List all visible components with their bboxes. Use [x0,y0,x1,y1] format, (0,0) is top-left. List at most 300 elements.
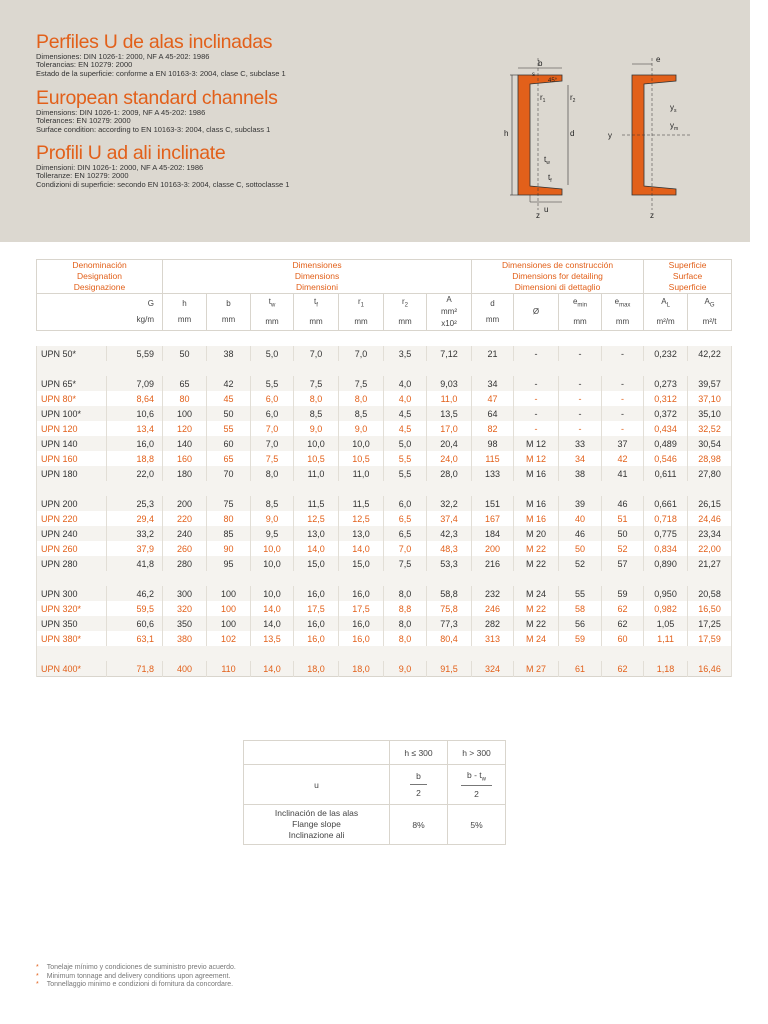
table-cell: 200 [163,496,207,511]
u-formula-a: $\frac{b}{2}$ [390,765,448,805]
table-cell: 7,5 [251,451,294,466]
profile-name: UPN 65* [37,376,107,391]
table-cell: 200 [472,541,514,556]
table-cell: 17,5 [294,601,339,616]
dim-s: s [532,72,535,78]
table-cell: 8,64 [107,391,163,406]
table-cell: 13,0 [339,526,384,541]
table-cell: 16,0 [294,616,339,631]
table-cell: 34 [559,451,602,466]
table-cell: 16,46 [688,661,732,677]
table-cell: 0,489 [644,436,688,451]
table-cell: 7,0 [384,541,427,556]
profile-name: UPN 260 [37,541,107,556]
table-row [37,556,732,571]
table-cell: 0,232 [644,346,688,361]
table-cell: 65 [163,376,207,391]
table-cell: 41,8 [107,556,163,571]
table-cell: M 22 [514,556,559,571]
dim-angle: 45° [548,78,558,84]
table-cell: 8,0 [384,586,427,601]
table-cell: 0,611 [644,466,688,481]
table-cell: 77,3 [427,616,472,631]
table-cell: 82 [472,421,514,436]
table-cell: 46,2 [107,586,163,601]
table-cell: 5,5 [251,376,294,391]
table-cell: - [514,346,559,361]
table-cell: 56 [559,616,602,631]
dim-u: u [544,205,549,214]
table-cell: 0,372 [644,406,688,421]
column-header-row [37,294,732,331]
table-cell: 47 [472,391,514,406]
flange-slope-table [243,740,506,845]
table-cell: 32,52 [688,421,732,436]
col-tw: $t_w$ mm [251,294,294,331]
spec-line: Surface condition: according to EN 10163-3: 2004, class C, subclass 1 [36,124,271,134]
table-cell: 48,3 [427,541,472,556]
table-cell: 61 [559,661,602,677]
table-cell: 25,3 [107,496,163,511]
table-cell: 5,5 [384,451,427,466]
dim-ys: $y_s$ [670,103,677,114]
table-cell: - [602,406,644,421]
table-cell: 0,661 [644,496,688,511]
table-cell: 42 [207,376,251,391]
title-es: Perfiles U de alas inclinadas [36,31,273,53]
table-row [37,466,732,481]
table-cell: - [514,406,559,421]
table-row [37,346,732,361]
table-cell: 14,0 [251,601,294,616]
table-cell: 52 [602,541,644,556]
channel-section-diagram [492,50,702,220]
profile-name: UPN 400* [37,661,107,677]
table-cell: 33,2 [107,526,163,541]
spec-line: Tolerances: EN 10279: 2000 [36,116,131,126]
slope-table-corner [244,741,390,765]
group-designation: Denominación Designation Designazione [37,260,163,294]
table-cell: 75 [207,496,251,511]
table-cell: 0,312 [644,391,688,406]
table-cell: 380 [163,631,207,646]
table-cell: 1,11 [644,631,688,646]
table-cell: 21,27 [688,556,732,571]
table-cell: 120 [163,421,207,436]
slope-col-a: h ≤ 300 [390,741,448,765]
upn-dimension-table [36,259,732,692]
table-cell: 0,775 [644,526,688,541]
table-cell: 10,0 [294,436,339,451]
u-formula-b: $\frac{b - t_w}{2}$ [448,765,506,805]
table-cell: M 27 [514,661,559,677]
table-cell: 7,0 [294,346,339,361]
table-cell: 11,0 [427,391,472,406]
col-AG: $A_G$ m²/t [688,294,732,331]
table-cell: 232 [472,586,514,601]
profile-name: UPN 160 [37,451,107,466]
table-cell: 7,0 [251,436,294,451]
col-phi: Ø [514,294,559,331]
col-b: b mm [207,294,251,331]
table-cell: - [514,391,559,406]
col-emax: $e_{max}$ mm [602,294,644,331]
table-cell: - [559,406,602,421]
table-cell: 7,5 [384,556,427,571]
table-row [37,421,732,436]
table-cell: 4,0 [384,376,427,391]
table-cell: 64 [472,406,514,421]
table-cell: 8,0 [294,391,339,406]
table-row [37,526,732,541]
spec-line: Condizioni di superficie: secondo EN 10163-3: 2004, classe C, sottoclasse 1 [36,179,290,189]
table-cell: 0,546 [644,451,688,466]
table-cell: 11,5 [294,496,339,511]
spec-line: Tolerancias: EN 10279: 2000 [36,60,133,70]
table-cell: 23,34 [688,526,732,541]
table-cell: 7,5 [294,376,339,391]
table-cell: 16,0 [294,631,339,646]
table-cell: 184 [472,526,514,541]
table-cell: 6,5 [384,526,427,541]
table-cell: 80 [207,511,251,526]
table-cell: 102 [207,631,251,646]
group-surface: Superficie Surface Superficie [644,260,732,294]
table-cell: 21 [472,346,514,361]
table-cell: 9,5 [251,526,294,541]
table-cell: 18,0 [294,661,339,677]
axis-y: y [608,131,612,140]
table-cell: 17,59 [688,631,732,646]
table-cell: 3,5 [384,346,427,361]
table-cell: 71,8 [107,661,163,677]
table-cell: 9,0 [251,511,294,526]
table-cell: 37,10 [688,391,732,406]
table-cell: 13,0 [294,526,339,541]
dim-r2: $r_2$ [570,93,576,104]
table-cell: - [559,376,602,391]
table-cell: 13,4 [107,421,163,436]
profile-name: UPN 180 [37,466,107,481]
table-cell: 37,9 [107,541,163,556]
table-cell: 10,0 [251,556,294,571]
table-cell: 15,0 [339,556,384,571]
table-cell: 10,5 [339,451,384,466]
table-cell: 10,6 [107,406,163,421]
table-cell: 27,80 [688,466,732,481]
table-cell: 151 [472,496,514,511]
table-cell: 11,0 [339,466,384,481]
table-cell: 63,1 [107,631,163,646]
table-cell: 16,0 [339,616,384,631]
table-cell: 18,8 [107,451,163,466]
table-row [37,541,732,556]
table-cell: M 20 [514,526,559,541]
group-detailing: Dimensiones de construcción Dimensions for detailing Dimensioni di dettaglio [472,260,644,294]
table-cell: 16,50 [688,601,732,616]
table-row [37,631,732,646]
table-cell: 28,98 [688,451,732,466]
table-cell: 58,8 [427,586,472,601]
header-panel [0,0,750,242]
table-cell: 42 [602,451,644,466]
slope-col-b: h > 300 [448,741,506,765]
table-cell: 246 [472,601,514,616]
table-cell: 240 [163,526,207,541]
table-cell: M 16 [514,496,559,511]
table-cell: 0,273 [644,376,688,391]
profile-name: UPN 380* [37,631,107,646]
table-cell: 37 [602,436,644,451]
table-cell: 11,5 [339,496,384,511]
col-AL: $A_L$ m²/m [644,294,688,331]
table-cell: 33 [559,436,602,451]
table-cell: 140 [163,436,207,451]
table-cell: 60 [207,436,251,451]
table-cell: 16,0 [107,436,163,451]
table-cell: 115 [472,451,514,466]
table-cell: 57 [602,556,644,571]
table-cell: 0,890 [644,556,688,571]
english-block [36,87,278,134]
table-cell: 0,434 [644,421,688,436]
table-row [37,376,732,391]
table-cell: 6,0 [251,406,294,421]
table-cell: 0,950 [644,586,688,601]
table-cell: 5,5 [384,466,427,481]
table-cell: 39 [559,496,602,511]
table-cell: 8,8 [384,601,427,616]
table-cell: 38 [559,466,602,481]
table-cell: 100 [207,586,251,601]
table-cell: 20,4 [427,436,472,451]
table-cell: 30,54 [688,436,732,451]
table-cell: 5,0 [384,436,427,451]
table-cell: 62 [602,661,644,677]
table-cell: 50 [163,346,207,361]
spec-line: Dimensiones: DIN 1026-1: 2000, NF A 45-202: 1986 [36,52,210,61]
table-cell: 0,982 [644,601,688,616]
table-cell: 62 [602,601,644,616]
slope-b-value: 5% [448,805,506,845]
table-cell: M 12 [514,451,559,466]
profile-name: UPN 220 [37,511,107,526]
table-cell: 9,0 [294,421,339,436]
table-cell: 28,0 [427,466,472,481]
table-cell: 42,22 [688,346,732,361]
slope-a-value: 8% [390,805,448,845]
col-d: d mm [472,294,514,331]
row-separator [37,481,732,496]
col-r1: $r_1$ mm [339,294,384,331]
table-cell: 350 [163,616,207,631]
table-cell: 60,6 [107,616,163,631]
table-cell: 8,0 [251,466,294,481]
table-cell: 4,5 [384,406,427,421]
table-cell: 7,12 [427,346,472,361]
table-cell: - [602,376,644,391]
spec-line: Dimensioni: DIN 1026-1: 2000, NF A 45-202: 1986 [36,163,204,172]
table-cell: M 16 [514,511,559,526]
table-cell: 20,58 [688,586,732,601]
table-cell: 100 [207,601,251,616]
table-cell: 100 [207,616,251,631]
table-cell: 13,5 [427,406,472,421]
profile-name: UPN 280 [37,556,107,571]
axis-z-right: z [650,211,654,220]
profile-name: UPN 240 [37,526,107,541]
table-cell: 260 [163,541,207,556]
table-cell: 35,10 [688,406,732,421]
italian-block [36,142,289,189]
table-cell: 180 [163,466,207,481]
table-cell: 59,5 [107,601,163,616]
col-h: h mm [163,294,207,331]
table-row [37,406,732,421]
col-G: G kg/m [37,294,163,331]
table-cell: M 16 [514,466,559,481]
table-cell: - [602,421,644,436]
table-cell: 14,0 [294,541,339,556]
table-cell: 65 [207,451,251,466]
table-cell: 24,46 [688,511,732,526]
table-cell: 34 [472,376,514,391]
table-cell: 8,5 [339,406,384,421]
table-cell: 55 [207,421,251,436]
table-row [37,391,732,406]
profile-name: UPN 200 [37,496,107,511]
table-cell: 14,0 [251,661,294,677]
table-cell: 62 [602,616,644,631]
table-cell: 4,5 [384,421,427,436]
table-row [37,661,732,677]
profile-name: UPN 50* [37,346,107,361]
table-cell: 59 [602,586,644,601]
table-cell: 5,0 [251,346,294,361]
table-cell: 5,59 [107,346,163,361]
table-cell: 280 [163,556,207,571]
table-cell: 13,5 [251,631,294,646]
table-cell: 39,57 [688,376,732,391]
table-cell: 17,5 [339,601,384,616]
table-cell: 15,0 [294,556,339,571]
table-cell: 14,0 [339,541,384,556]
col-emin: $e_{min}$ mm [559,294,602,331]
table-cell: 12,5 [294,511,339,526]
table-cell: 22,0 [107,466,163,481]
table-cell: 50 [207,406,251,421]
dim-ym: $y_m$ [670,121,679,132]
table-cell: 58 [559,601,602,616]
table-cell: 29,4 [107,511,163,526]
table-cell: - [602,346,644,361]
table-cell: 42,3 [427,526,472,541]
table-cell: 22,00 [688,541,732,556]
table-row [37,586,732,601]
table-cell: 98 [472,436,514,451]
table-cell: 80 [163,391,207,406]
table-cell: 45 [207,391,251,406]
table-cell: M 24 [514,631,559,646]
table-cell: 90 [207,541,251,556]
footnote: * Minimum tonnage and delivery conditions upon agreement. [36,972,231,980]
table-cell: 60 [602,631,644,646]
dim-e: e [656,55,661,64]
table-cell: - [514,421,559,436]
profile-name: UPN 100* [37,406,107,421]
table-cell: M 22 [514,541,559,556]
table-cell: M 22 [514,616,559,631]
table-cell: 6,5 [384,511,427,526]
table-cell: 38 [207,346,251,361]
table-cell: 53,3 [427,556,472,571]
table-cell: 0,718 [644,511,688,526]
row-separator [37,571,732,586]
u-label: u [244,765,390,805]
table-cell: 9,0 [339,421,384,436]
table-cell: 216 [472,556,514,571]
table-cell: 8,0 [339,391,384,406]
group-header-row [37,260,732,294]
table-cell: 6,0 [251,391,294,406]
table-cell: 46 [559,526,602,541]
table-cell: - [559,391,602,406]
table-cell: 167 [472,511,514,526]
table-cell: 4,0 [384,391,427,406]
spec-line: Tolleranze: EN 10279: 2000 [36,171,129,181]
table-cell: 110 [207,661,251,677]
table-cell: 95 [207,556,251,571]
table-cell: M 24 [514,586,559,601]
table-cell: 10,0 [251,541,294,556]
spec-line: Estado de la superficie: conforme a EN 10163-3: 2004, clase C, subclase 1 [36,68,286,78]
table-cell: 75,8 [427,601,472,616]
table-cell: 1,18 [644,661,688,677]
table-cell: 24,0 [427,451,472,466]
table-cell: 50 [602,526,644,541]
table-cell: 160 [163,451,207,466]
table-cell: 324 [472,661,514,677]
table-cell: 51 [602,511,644,526]
col-r2: $r_2$ mm [384,294,427,331]
table-cell: 10,0 [251,586,294,601]
table-cell: 55 [559,586,602,601]
dim-h: h [504,129,509,138]
table-cell: 220 [163,511,207,526]
table-cell: 16,0 [294,586,339,601]
table-cell: 16,0 [339,631,384,646]
footnote: * Tonelaje mínimo y condiciones de suministro previo acuerdo. [36,964,236,971]
table-cell: - [602,391,644,406]
group-dimensions: Dimensiones Dimensions Dimensioni [163,260,472,294]
table-row [37,436,732,451]
table-cell: 12,5 [339,511,384,526]
table-cell: 52 [559,556,602,571]
table-cell: 8,5 [294,406,339,421]
table-row [37,451,732,466]
table-cell: 26,15 [688,496,732,511]
table-cell: M 22 [514,601,559,616]
slope-label: Inclinación de las alas Flange slope Inclinazione ali [244,805,390,845]
col-tf: $t_f$ mm [294,294,339,331]
title-it: Profili U ad ali inclinate [36,142,226,164]
table-cell: 7,5 [339,376,384,391]
table-cell: - [559,421,602,436]
dim-tw: $t_w$ [544,155,550,166]
profile-name: UPN 140 [37,436,107,451]
table-cell: 10,0 [339,436,384,451]
table-cell: 70 [207,466,251,481]
